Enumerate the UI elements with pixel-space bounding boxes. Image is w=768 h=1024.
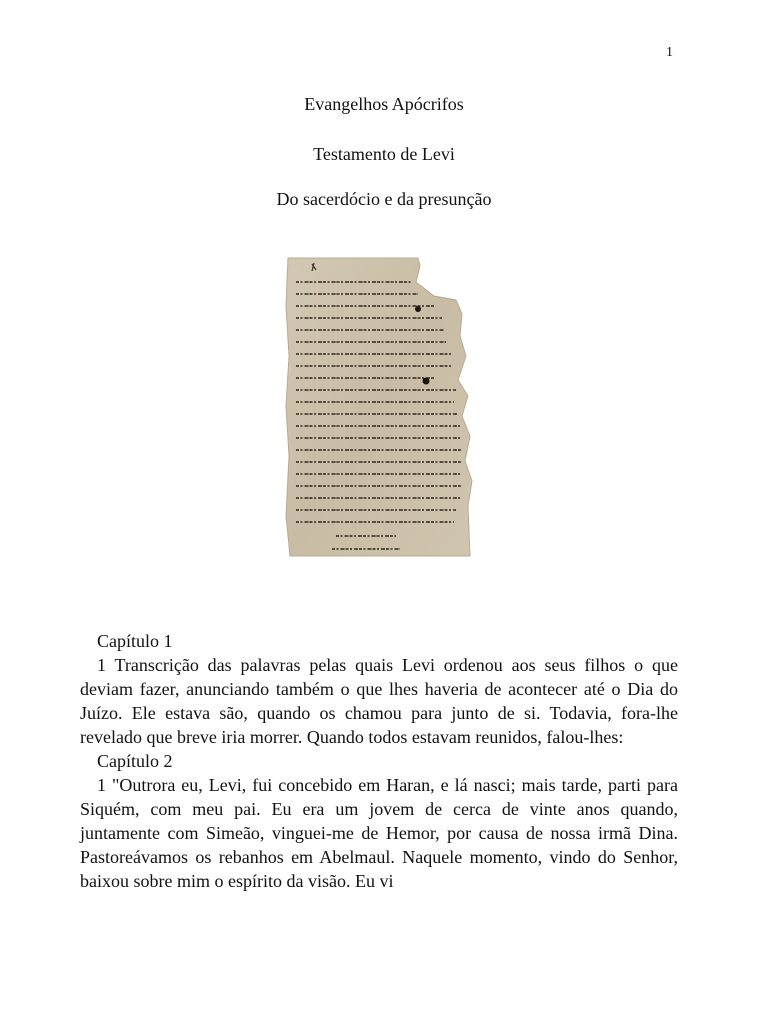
papyrus-manuscript-image [284,256,492,558]
body-text [80,629,678,893]
section-subtitle: Do sacerdócio e da presunção [276,189,492,209]
testament-title: Testamento de Levi [313,144,455,164]
page-number: 1 [666,45,673,60]
book-title: Evangelhos Apócrifos [304,94,464,114]
ink-blot [423,378,430,385]
chapter-heading: Capítulo 1 [97,631,173,651]
chapter-heading: Capítulo 2 [97,751,173,771]
chapter-paragraph: 1 Transcrição das palavras pelas quais Levi ordenou aos seus filhos o que deviam fazer, anunciando também o que lhes haveria de acontecer até o Dia do Juízo. Ele estava são, quando os chamou para junto de si. Todavia, fora-lhe revelado que breve iria morrer. Quando todos estavam reunidos, falou-lhes: [80,655,678,747]
ink-blot [415,306,421,312]
papyrus-sheet [286,258,472,556]
chapter-paragraph: 1 "Outrora eu, Levi, fui concebido em Haran, e lá nasci; mais tarde, parti para Siquém, com meu pai. Eu era um jovem de cerca de vinte anos quando, juntamente com Simeão, vinguei-me de Hemor, por causa de nossa irmã Dina. Pastoreávamos os rebanhos em Abelmaul. Naquele momento, vindo do Senhor, baixou sobre mim o espírito da visão. Eu vi [80,775,678,891]
